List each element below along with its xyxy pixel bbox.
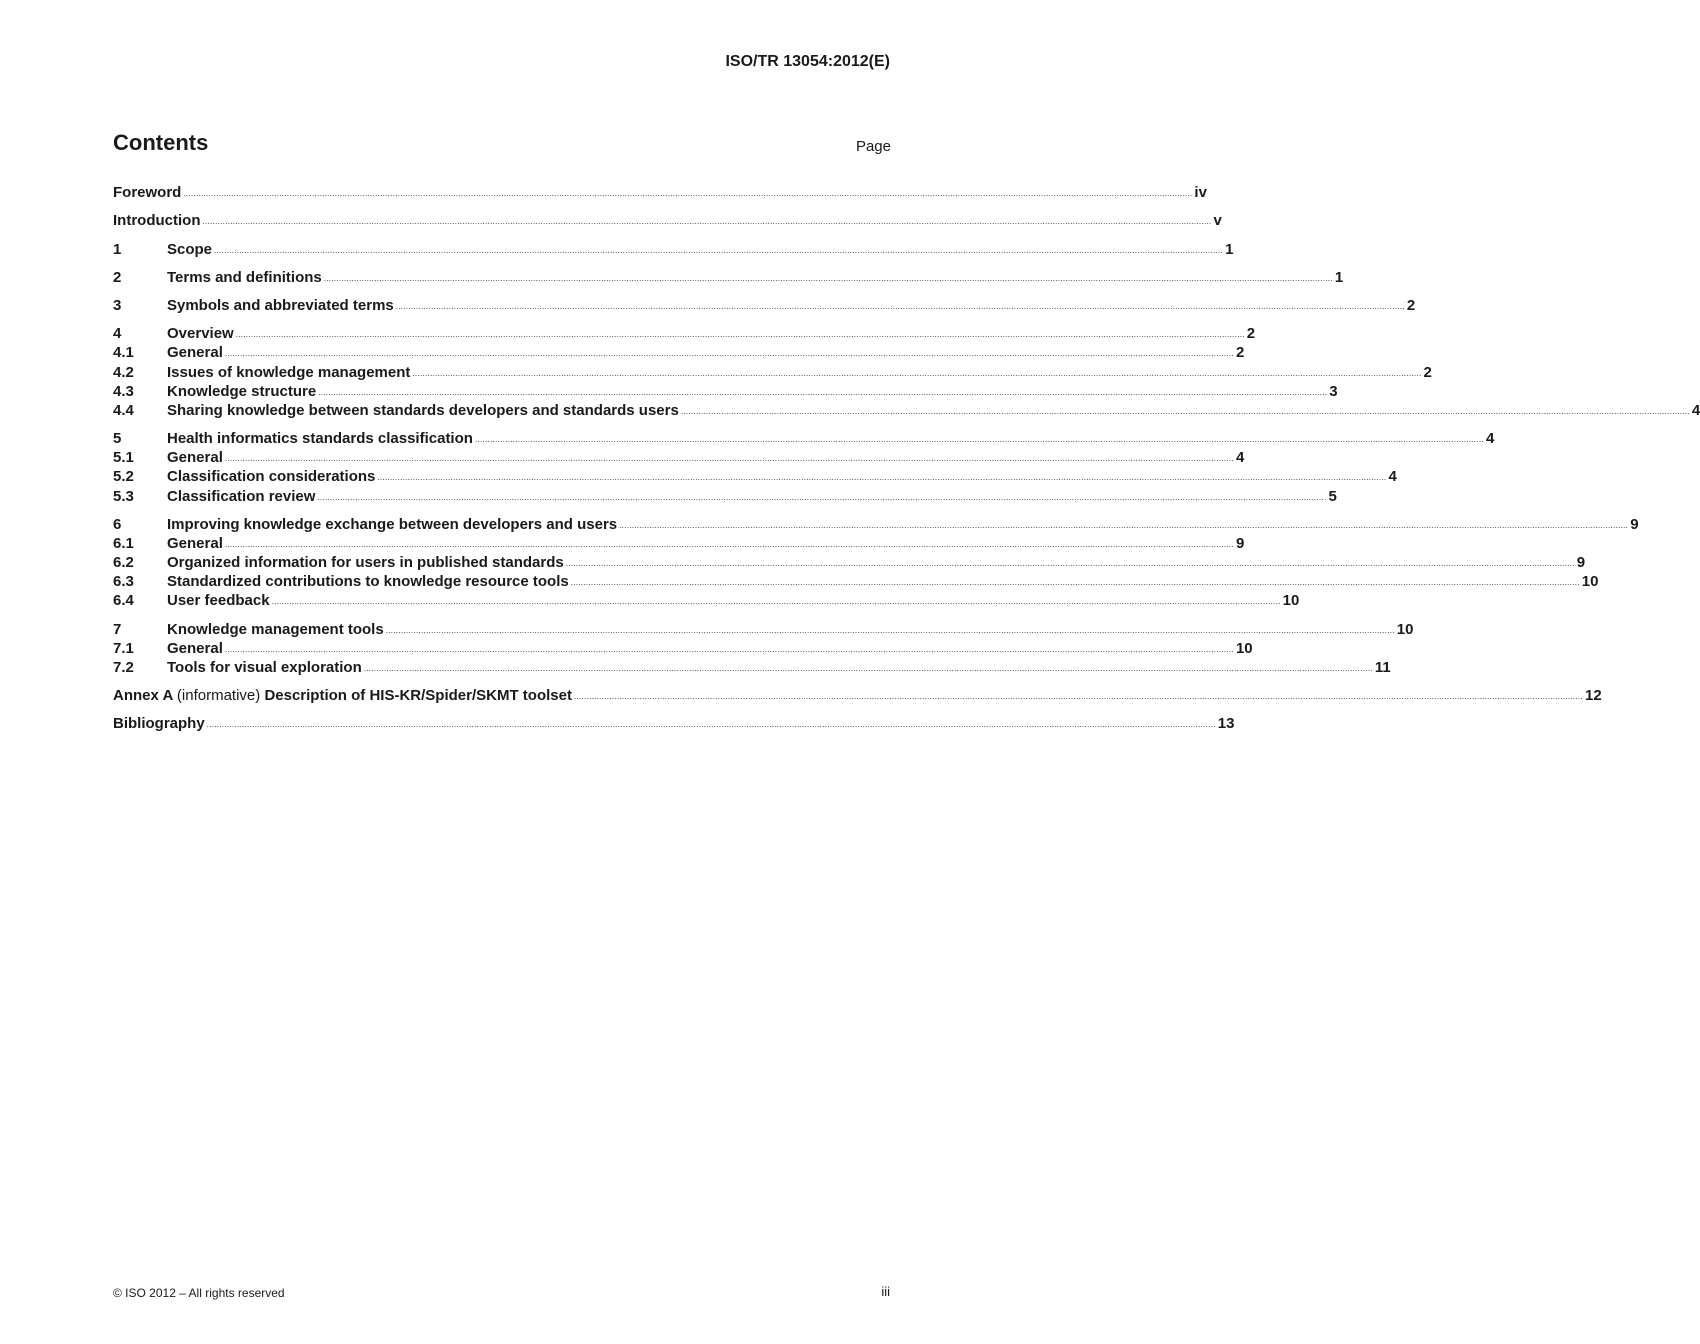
toc-entry-title: Tools for visual exploration: [167, 659, 362, 676]
toc-entry-title: General: [167, 535, 223, 552]
toc-entry-5-3[interactable]: [113, 487, 1337, 506]
toc-entry-5-1[interactable]: [113, 448, 1245, 467]
document-id: ISO/TR 13054:2012(E): [725, 53, 890, 70]
toc-entry-6[interactable]: [113, 515, 1639, 534]
page-column-label: Page: [855, 138, 891, 155]
leader-dots: ................................................................................................................................................................................................................................................................................................................................................................................................................: [363, 664, 1373, 673]
toc-entry-number: 7: [113, 621, 122, 638]
toc-entry-title: General: [167, 640, 223, 657]
leader-dots: ................................................................................................................................................................................................................................................................................................................................................................................................................: [619, 521, 1629, 530]
toc-entry-title-group: [113, 686, 572, 705]
toc-entry-foreword[interactable]: [113, 183, 1207, 202]
toc-entry-page: 2: [1423, 364, 1432, 381]
toc-entry-number: 6: [113, 516, 122, 533]
toc-entry-number: 2: [113, 269, 122, 286]
toc-entry-title: Classification considerations: [167, 468, 376, 485]
leader-dots: ................................................................................................................................................................................................................................................................................................................................................................................................................: [224, 645, 1234, 654]
toc-entry-page: 12: [1585, 687, 1602, 704]
toc-entry-page: 11: [1374, 659, 1391, 676]
toc-entry-4-4[interactable]: [113, 401, 1700, 420]
toc-entry-1[interactable]: [113, 240, 1234, 259]
toc-entry-page: 10: [1396, 621, 1414, 638]
leader-dots: ................................................................................................................................................................................................................................................................................................................................................................................................................: [395, 302, 1405, 311]
annex-label: Annex A: [113, 687, 173, 704]
toc-entry-title: Improving knowledge exchange between developers and users: [167, 516, 618, 533]
toc-entry-2[interactable]: [113, 268, 1344, 287]
leader-dots: ................................................................................................................................................................................................................................................................................................................................................................................................................: [183, 189, 1193, 198]
toc-entry-title: Bibliography: [113, 715, 205, 732]
toc-entry-page: 1: [1334, 269, 1344, 286]
toc-entry-page: iv: [1194, 184, 1207, 201]
toc-entry-title: Issues of knowledge management: [167, 364, 411, 381]
toc-entry-title: Foreword: [113, 184, 182, 201]
toc-header: [113, 130, 891, 160]
toc-entry-title: Overview: [167, 325, 234, 342]
toc-entry-title: Sharing knowledge between standards developers and standards users: [167, 402, 679, 419]
leader-dots: ................................................................................................................................................................................................................................................................................................................................................................................................................: [202, 217, 1212, 226]
toc-entry-number: 6.2: [113, 554, 134, 571]
toc-entry-page: 4: [1235, 449, 1245, 466]
page-title: Contents: [113, 130, 209, 155]
toc-entry-title: Introduction: [113, 212, 201, 229]
toc-entry-page: 4: [1486, 430, 1495, 447]
toc-entry-page: 2: [1406, 297, 1416, 314]
toc-entry-number: 6.3: [113, 573, 134, 590]
leader-dots: ................................................................................................................................................................................................................................................................................................................................................................................................................: [224, 349, 1234, 358]
toc-entry-number: 4.3: [113, 383, 134, 400]
toc-entry-number: 4.1: [113, 344, 134, 361]
toc-entry-number: 5.1: [113, 449, 134, 466]
toc-entry-number: 4: [113, 325, 122, 342]
toc-entry-page: 3: [1329, 383, 1338, 400]
toc-entry-introduction[interactable]: [113, 211, 1222, 230]
toc-entry-title: Standardized contributions to knowledge resource tools: [167, 573, 569, 590]
toc-entry-title: General: [167, 449, 223, 466]
toc-entry-number: 5.2: [113, 468, 134, 485]
toc-entry-title: Scope: [167, 241, 213, 258]
leader-dots: ................................................................................................................................................................................................................................................................................................................................................................................................................: [385, 626, 1395, 635]
leader-dots: ................................................................................................................................................................................................................................................................................................................................................................................................................: [224, 454, 1234, 463]
toc-entry-number: 5.3: [113, 488, 134, 505]
toc-entry-number: 4.4: [113, 402, 134, 419]
toc-entry-4-3[interactable]: [113, 382, 1338, 401]
toc-entry-bibliography[interactable]: [113, 714, 1235, 733]
leader-dots: ................................................................................................................................................................................................................................................................................................................................................................................................................: [271, 597, 1281, 606]
leader-dots: ................................................................................................................................................................................................................................................................................................................................................................................................................: [214, 246, 1224, 255]
toc-entry-title: User feedback: [167, 592, 270, 609]
toc-entry-title: Symbols and abbreviated terms: [167, 297, 394, 314]
leader-dots: ................................................................................................................................................................................................................................................................................................................................................................................................................: [573, 692, 1584, 701]
toc-entry-page: 9: [1630, 516, 1639, 533]
toc-entry-6-4[interactable]: [113, 591, 1300, 610]
leader-dots: ................................................................................................................................................................................................................................................................................................................................................................................................................: [224, 540, 1234, 549]
toc-entry-page: 4: [1691, 402, 1700, 419]
toc-entry-page: 10: [1235, 640, 1253, 657]
toc-entry-7-2[interactable]: [113, 658, 1391, 677]
toc-entry-page: 10: [1581, 573, 1599, 590]
leader-dots: ................................................................................................................................................................................................................................................................................................................................................................................................................: [318, 388, 1328, 397]
toc-entry-title: Knowledge structure: [167, 383, 317, 400]
page-number: iii: [881, 1284, 890, 1299]
toc-entry-page: 5: [1328, 488, 1337, 505]
toc-entry-page: 9: [1576, 554, 1586, 571]
leader-dots: ................................................................................................................................................................................................................................................................................................................................................................................................................: [377, 473, 1387, 482]
toc-entry-title: Terms and definitions: [167, 269, 322, 286]
toc-entry-page: 2: [1246, 325, 1256, 342]
toc-entry-4[interactable]: [113, 324, 1256, 343]
toc-entry-number: 6.4: [113, 592, 134, 609]
leader-dots: ................................................................................................................................................................................................................................................................................................................................................................................................................: [206, 720, 1216, 729]
copyright-notice: © ISO 2012 – All rights reserved: [113, 1286, 285, 1300]
toc-entry-number: 5: [113, 430, 122, 447]
toc-entry-title: General: [167, 344, 223, 361]
leader-dots: ................................................................................................................................................................................................................................................................................................................................................................................................................: [412, 369, 1422, 378]
toc-entry-7[interactable]: [113, 620, 1414, 639]
toc-entry-title: Classification review: [167, 488, 316, 505]
leader-dots: ................................................................................................................................................................................................................................................................................................................................................................................................................: [565, 559, 1575, 568]
leader-dots: ................................................................................................................................................................................................................................................................................................................................................................................................................: [317, 493, 1327, 502]
toc-entry-page: 9: [1235, 535, 1245, 552]
toc-entry-6-1[interactable]: [113, 534, 1245, 553]
toc-entry-7-1[interactable]: [113, 639, 1253, 658]
toc-entry-page: 4: [1388, 468, 1397, 485]
toc-entry-number: 7.2: [113, 659, 134, 676]
leader-dots: ................................................................................................................................................................................................................................................................................................................................................................................................................: [680, 407, 1690, 416]
leader-dots: ................................................................................................................................................................................................................................................................................................................................................................................................................: [235, 330, 1245, 339]
toc-entry-page: 13: [1217, 715, 1235, 732]
toc-entry-6-2[interactable]: [113, 553, 1586, 572]
toc-entry-title: Description of HIS-KR/Spider/SKMT toolset: [264, 687, 572, 704]
toc-entry-6-3[interactable]: [113, 572, 1599, 591]
toc-entry-page: 1: [1225, 241, 1234, 258]
toc-entry-4-2[interactable]: [113, 363, 1432, 382]
toc-entry-title: Knowledge management tools: [167, 621, 384, 638]
toc-entry-page: v: [1213, 212, 1222, 229]
toc-entry-title: Health informatics standards classification: [167, 430, 473, 447]
toc-entry-number: 7.1: [113, 640, 134, 657]
toc-entry-annex-a[interactable]: [113, 686, 1602, 705]
toc-entry-number: 6.1: [113, 535, 134, 552]
toc-entry-5[interactable]: [113, 429, 1495, 448]
toc-entry-page: 2: [1235, 344, 1245, 361]
leader-dots: ................................................................................................................................................................................................................................................................................................................................................................................................................: [474, 435, 1484, 444]
annex-note: (informative): [176, 687, 261, 704]
toc-entry-number: 3: [113, 297, 122, 314]
leader-dots: ................................................................................................................................................................................................................................................................................................................................................................................................................: [570, 578, 1580, 587]
toc-entry-number: 1: [113, 241, 122, 258]
toc-entry-page: 10: [1282, 592, 1300, 609]
toc-entry-3[interactable]: [113, 296, 1416, 315]
toc-entry-5-2[interactable]: [113, 467, 1397, 486]
leader-dots: ................................................................................................................................................................................................................................................................................................................................................................................................................: [323, 274, 1333, 283]
toc-entry-4-1[interactable]: [113, 343, 1245, 362]
toc-entry-title: Organized information for users in published standards: [167, 554, 564, 571]
toc-entry-number: 4.2: [113, 364, 134, 381]
